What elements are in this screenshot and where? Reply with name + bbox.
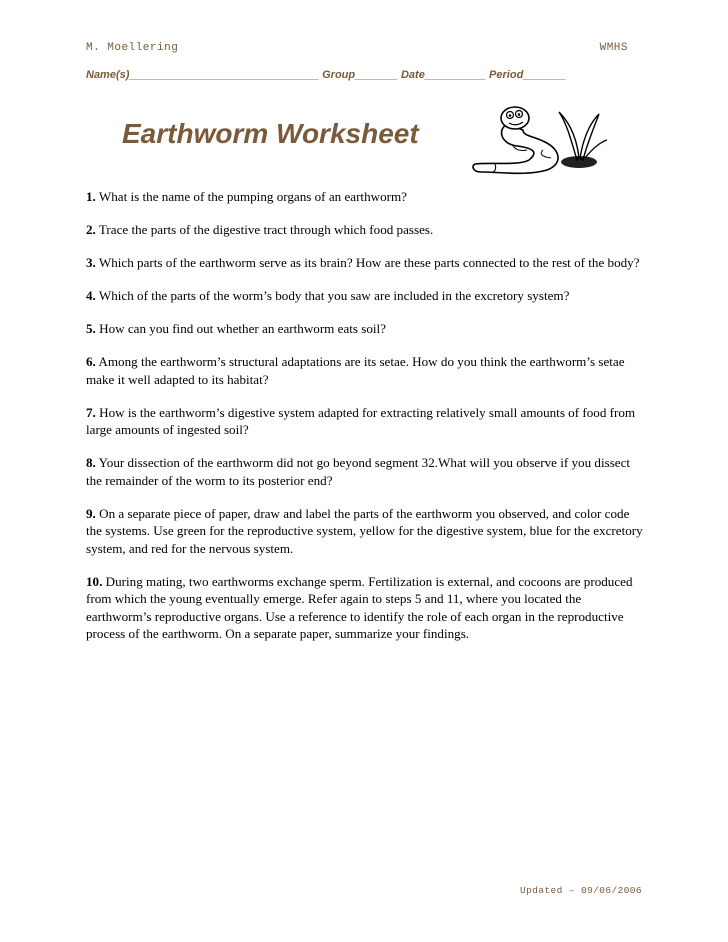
question-number: 3. [86,255,96,270]
question-list [86,188,646,658]
question-9 [86,505,646,558]
author-header: M. Moellering [86,42,179,54]
question-7 [86,404,646,439]
question-text: During mating, two earthworms exchange sperm. Fertilization is external, and cocoons are produced from which the young eventually emerge. Refer again to steps 5 and 11, where you located the earthworm’s reproductive organs. Use a reference to identify the role of each organ in the reproductive process of the earthworm. On a separate paper, summarize your findings. [86,573,633,641]
question-number: 6. [86,354,96,369]
question-number: 9. [86,505,96,521]
question-4 [86,287,646,305]
question-2 [86,221,646,239]
question-text: Which of the parts of the worm’s body that you saw are included in the excretory system? [98,288,570,303]
question-number: 2. [86,222,96,237]
question-number: 4. [86,288,96,303]
question-number: 1. [86,189,96,204]
question-1 [86,188,646,206]
question-8 [86,454,646,489]
question-5 [86,320,646,338]
question-number: 7. [86,404,96,420]
question-text: How is the earthworm’s digestive system adapted for extracting relatively small amounts of food from large amounts of ingested soil? [86,404,636,437]
question-text: Trace the parts of the digestive tract through which food passes. [98,222,434,237]
question-10 [86,573,646,643]
question-3 [86,254,646,272]
question-text: Your dissection of the earthworm did not go beyond segment 32.What will you observe if you dissect the remainder of the worm to its posterior end? [86,455,631,488]
question-text: Among the earthworm’s structural adaptations are its setae. How do you think the earthworm’s setae make it well adapted to its habitat? [86,354,625,387]
question-number: 5. [86,321,96,336]
question-text: How can you find out whether an earthworm eats soil? [99,321,386,336]
school-header: WMHS [599,42,628,54]
worksheet-title: Earthworm Worksheet [122,118,419,149]
earthworm-clipart [467,100,612,178]
question-6 [86,353,646,388]
question-text: What is the name of the pumping organs of an earthworm? [98,189,407,204]
student-info-fields: Name(s)_______________________________ Group_______ Date__________ Period_______ [86,69,567,81]
question-text: Which parts of the earthworm serve as its brain? How are these parts connected to the rest of the body? [98,255,640,270]
updated-date: Updated – 09/06/2006 [519,885,642,896]
question-number: 8. [86,455,96,470]
question-number: 10. [86,573,103,589]
question-text: On a separate piece of paper, draw and label the parts of the earthworm you observed, and color code the systems. Use green for the reproductive system, yellow for the digestive system, blue for the excretory system, and red for the nervous system. [86,505,643,556]
